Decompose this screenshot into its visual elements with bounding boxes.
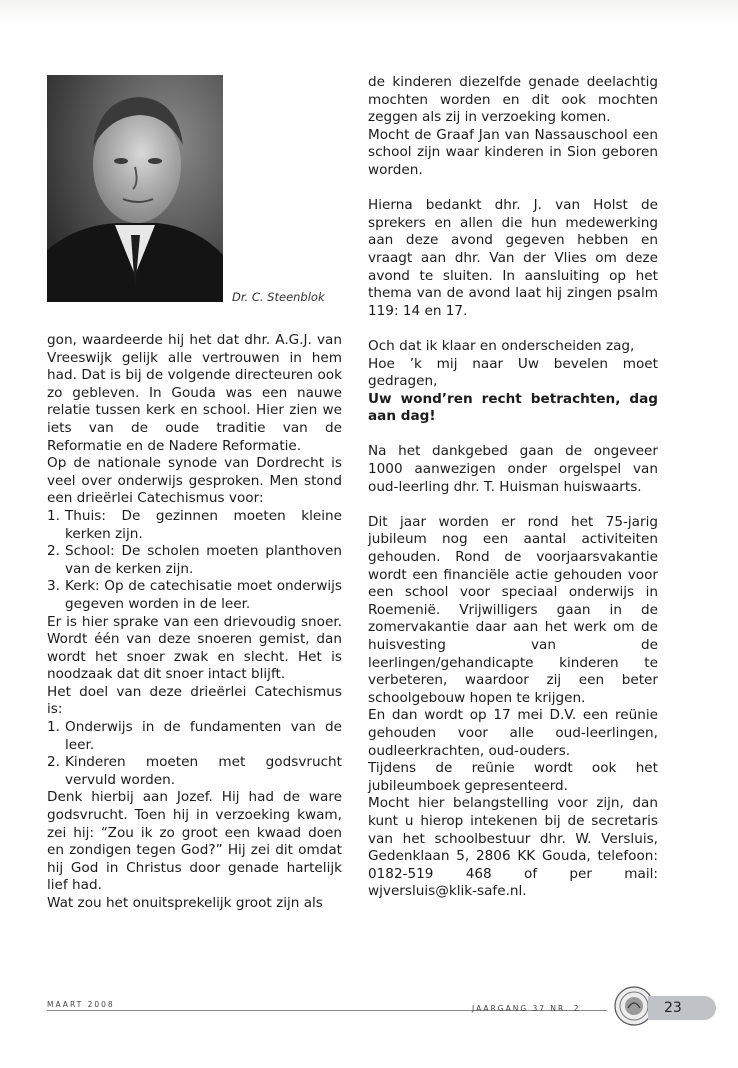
- issue-date: MAART 2008: [47, 1000, 115, 1009]
- psalm-verse-line: Och dat ik klaar en onderscheiden zag,: [368, 337, 635, 354]
- photo-caption: Dr. C. Steenblok: [232, 290, 325, 304]
- list-item: 3. Kerk: Op de catechisatie moet onderwijs gegeven worden in de leer.: [47, 578, 342, 612]
- right-column: [368, 74, 658, 901]
- volume-issue: JAARGANG 37 NR. 2: [472, 1004, 581, 1013]
- list-item: 1. Onderwijs in de fundamenten van de leer.: [47, 719, 342, 753]
- paragraph: Na het dankgebed gaan de ongeveer 1000 aanwezigen onder orgelspel van oud-leerling dhr. T. Huisman huiswaarts.: [368, 443, 658, 495]
- left-column: [47, 332, 342, 913]
- list-item: 1. Thuis: De gezinnen moeten kleine kerken zijn.: [47, 507, 342, 542]
- page-number: 23: [648, 996, 716, 1020]
- psalm-verse-line: Uw wond’ren recht betrachten, dag aan dag!: [368, 390, 658, 425]
- paragraph: Dit jaar worden er rond het 75-jarig jubileum nog een aantal activiteiten gehouden. Rond de voorjaarsvakantie wordt een financiële actie gehouden voor een school voor speciaal onderwijs in Roemenië. Vrijwilligers gaan in de zomervakantie daar aan het werk om de huisvesting van de leerlingen/gehandicapte kinderen te verbeteren, waardoor zij een beter schoolgebouw hopen te krijgen.: [368, 513, 658, 706]
- paragraph: Denk hierbij aan Jozef. Hij had de ware godsvrucht. Toen hij in verzoeking kwam, zei hij: “Zou ik zo groot een kwaad doen en zondigen tegen God?” Hij zei dit omdat hij God in Christus door genade hartelijk lief had.: [47, 789, 342, 894]
- paragraph: En dan wordt op 17 mei D.V. een reünie gehouden voor alle oud-leerlingen, oudleerkrachten, oud-ouders.: [368, 707, 658, 759]
- portrait-illustration: [47, 75, 223, 302]
- paragraph: Op de nationale synode van Dordrecht is veel over onderwijs gesproken. Men stond een drieërlei Catechismus voor:: [47, 455, 342, 507]
- psalm-verse-line: Hoe ’k mij naar Uw bevelen moet gedragen,: [368, 355, 658, 390]
- paragraph: de kinderen diezelfde genade deelachtig mochten worden en dit ook mochten zeggen als zij in verzoeking komen.: [368, 74, 658, 126]
- list-item: 2. School: De scholen moeten planthoven van de kerken zijn.: [47, 543, 342, 577]
- list-item: 2. Kinderen moeten met godsvrucht vervuld worden.: [47, 754, 342, 788]
- top-band: [0, 0, 738, 24]
- paragraph: Tijdens de reünie wordt ook het jubileumboek gepresenteerd.: [368, 760, 658, 794]
- portrait-photo: [47, 75, 223, 302]
- paragraph: gon, waardeerde hij het dat dhr. A.G.J. van Vreeswijk gelijk alle vertrouwen in hem had. Dat is bij de volgende directeuren ook zo gebleven. In Gouda was een nauwe relatie tussen kerk en school. Hier zien we iets van de oude traditie van de Reformatie en de Nadere Reformatie.: [47, 332, 342, 454]
- paragraph: Mocht hier belangstelling voor zijn, dan kunt u hierop intekenen bij de secretaris van het schoolbestuur dhr. W. Versluis, Gedenklaan 5, 2806 KK Gouda, telefoon: 0182-519 468 of per mail: wjversluis@klik-safe.nl.: [368, 795, 658, 900]
- paragraph: Mocht de Graaf Jan van Nassauschool een school zijn waar kinderen in Sion geboren worden.: [368, 126, 658, 178]
- paragraph: Wat zou het onuitsprekelijk groot zijn als: [47, 895, 323, 911]
- paragraph: Het doel van deze drieërlei Catechismus is:: [47, 683, 342, 718]
- paragraph: Er is hier sprake van een drievoudig snoer. Wordt één van deze snoeren gemist, dan wordt het snoer zwak en slecht. Het is noodzaak dat dit snoer intact blijft.: [47, 613, 342, 683]
- paragraph: Hierna bedankt dhr. J. van Holst de sprekers en allen die hun medewerking aan deze avond gegeven hebben en vraagt aan dhr. Van der Vlies om deze avond te sluiten. In aansluiting op het thema van de avond laat hij zingen psalm 119: 14 en 17.: [368, 197, 658, 319]
